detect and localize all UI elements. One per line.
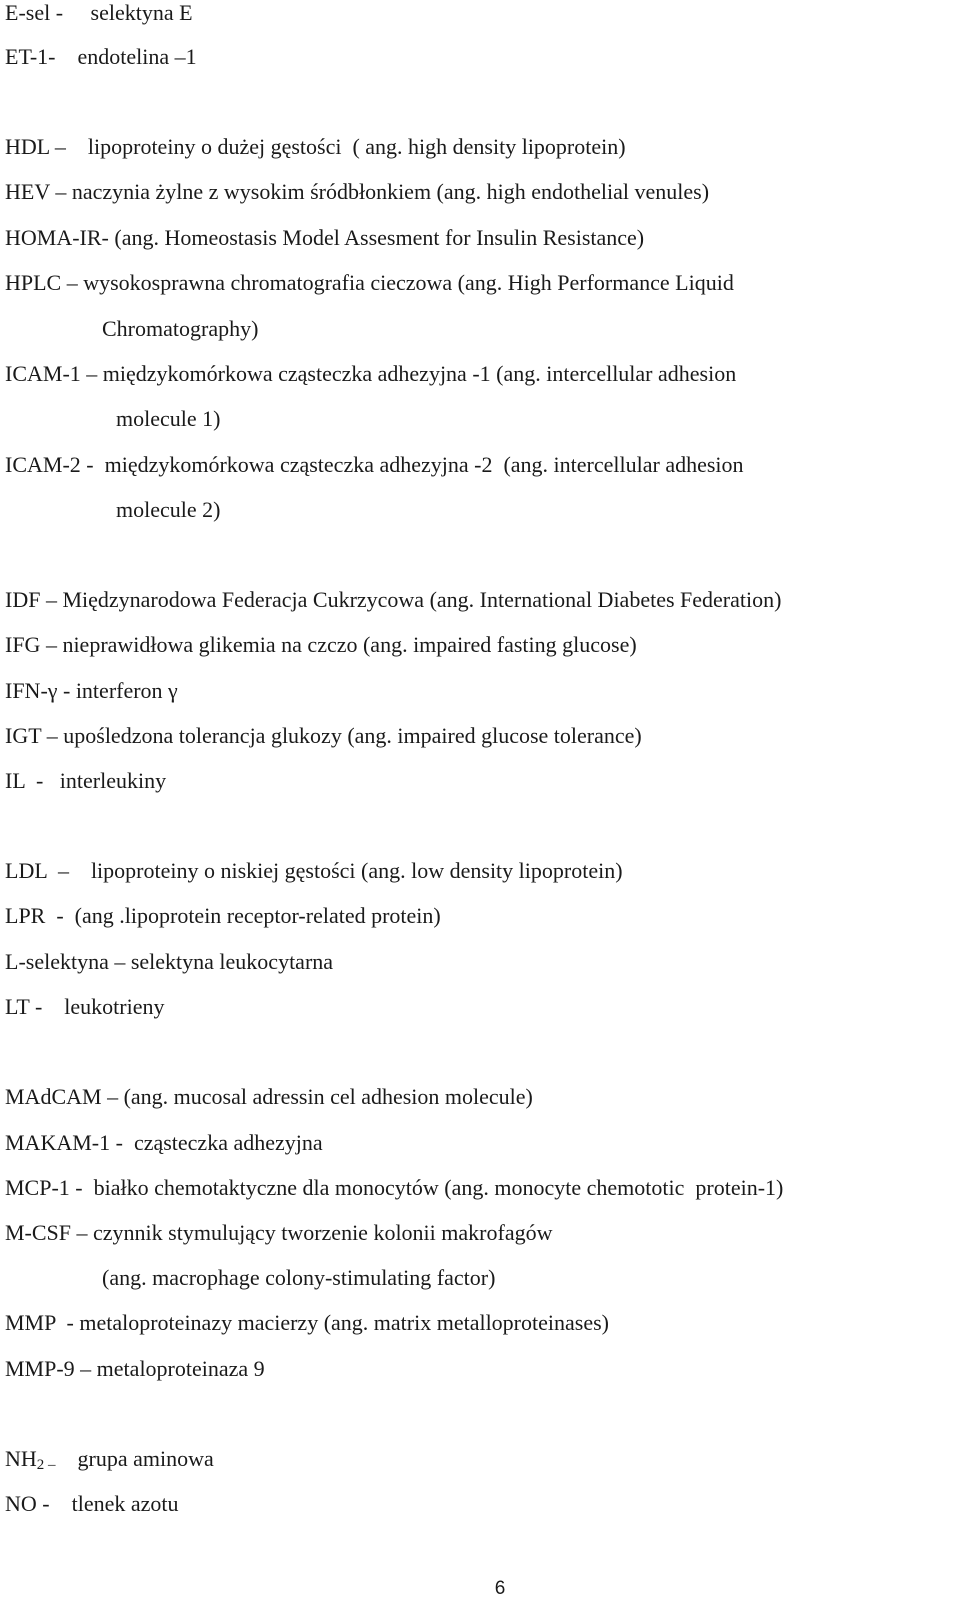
entry-idf: IDF – Międzynarodowa Federacja Cukrzycowa (ang. International Diabetes Federation): [5, 587, 782, 612]
entry-mmp: MMP - metaloproteinazy macierzy (ang. matrix metalloproteinases): [5, 1310, 609, 1335]
entry-il: IL - interleukiny: [5, 768, 167, 793]
entry-mcp-1: MCP-1 - białko chemotaktyczne dla monocytów (ang. monocyte chemototic protein-1): [5, 1175, 784, 1200]
entry-e-sel: E-sel - selektyna E: [5, 0, 193, 25]
nh2-subscript: 2 –: [36, 1457, 56, 1473]
entry-ifn-gamma: IFN-γ - interferon γ: [5, 678, 178, 703]
page-number: 6: [494, 1578, 506, 1599]
nh2-description: grupa aminowa: [55, 1446, 214, 1471]
nh2-base: NH: [5, 1446, 37, 1471]
entry-icam-2-cont: molecule 2): [116, 497, 221, 522]
entry-m-csf: M-CSF – czynnik stymulujący tworzenie kolonii makrofagów: [5, 1220, 553, 1245]
entry-madcam: MAdCAM – (ang. mucosal adressin cel adhesion molecule): [5, 1084, 533, 1109]
entry-hev: HEV – naczynia żylne z wysokim śródbłonkiem (ang. high endothelial venules): [5, 179, 710, 204]
entry-icam-1-cont: molecule 1): [116, 406, 221, 431]
entry-lpr: LPR - (ang .lipoprotein receptor-related protein): [5, 903, 441, 928]
entry-mmp-9: MMP-9 – metaloproteinaza 9: [5, 1356, 265, 1381]
entry-ldl: LDL – lipoproteiny o niskiej gęstości (ang. low density lipoprotein): [5, 858, 623, 883]
entry-l-selektyna: L-selektyna – selektyna leukocytarna: [5, 949, 334, 974]
entry-nh2: [5, 1446, 214, 1478]
entry-igt: IGT – upośledzona tolerancja glukozy (ang. impaired glucose tolerance): [5, 723, 642, 748]
entry-icam-2: ICAM-2 - międzykomórkowa cząsteczka adhezyjna -2 (ang. intercellular adhesion: [5, 452, 744, 477]
entry-ifg: IFG – nieprawidłowa glikemia na czczo (ang. impaired fasting glucose): [5, 632, 637, 657]
entry-lt: LT - leukotrieny: [5, 994, 165, 1019]
entry-hplc: HPLC – wysokosprawna chromatografia cieczowa (ang. High Performance Liquid: [5, 270, 734, 295]
entry-m-csf-cont: (ang. macrophage colony-stimulating factor): [102, 1265, 496, 1290]
entry-no: NO - tlenek azotu: [5, 1491, 179, 1516]
entry-hplc-cont: Chromatography): [102, 316, 259, 341]
entry-icam-1: ICAM-1 – międzykomórkowa cząsteczka adhezyjna -1 (ang. intercellular adhesion: [5, 361, 737, 386]
entry-makam-1: MAKAM-1 - cząsteczka adhezyjna: [5, 1130, 323, 1155]
entry-et-1: ET-1- endotelina –1: [5, 44, 197, 69]
entry-homa-ir: HOMA-IR- (ang. Homeostasis Model Assesment for Insulin Resistance): [5, 225, 645, 250]
entry-hdl: HDL – lipoproteiny o dużej gęstości ( ang. high density lipoprotein): [5, 134, 626, 159]
